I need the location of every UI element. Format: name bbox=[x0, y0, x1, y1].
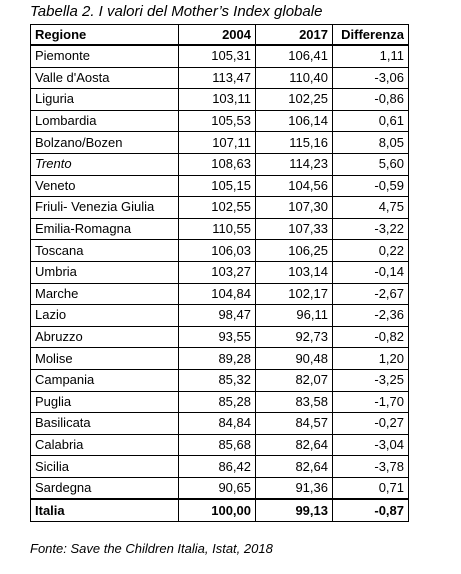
value-2017-cell: 102,17 bbox=[256, 283, 333, 305]
region-cell: Molise bbox=[31, 348, 179, 370]
region-cell: Emilia-Romagna bbox=[31, 218, 179, 240]
mothers-index-table bbox=[30, 24, 409, 522]
table-row bbox=[31, 45, 409, 67]
value-2004-cell: 105,53 bbox=[179, 110, 256, 132]
value-2017-cell: 96,11 bbox=[256, 305, 333, 327]
total-row bbox=[31, 499, 409, 521]
difference-cell: -0,59 bbox=[333, 175, 409, 197]
value-2004-cell: 85,28 bbox=[179, 391, 256, 413]
difference-cell: -1,70 bbox=[333, 391, 409, 413]
region-cell: Umbria bbox=[31, 261, 179, 283]
difference-cell: -2,67 bbox=[333, 283, 409, 305]
value-2017-cell: 102,25 bbox=[256, 89, 333, 111]
value-2017-cell: 82,07 bbox=[256, 369, 333, 391]
value-2004-cell: 110,55 bbox=[179, 218, 256, 240]
difference-cell: 1,11 bbox=[333, 45, 409, 67]
value-2017-cell: 82,64 bbox=[256, 456, 333, 478]
value-2017-cell: 92,73 bbox=[256, 326, 333, 348]
table-row bbox=[31, 326, 409, 348]
value-2004-cell: 108,63 bbox=[179, 153, 256, 175]
difference-cell: -3,06 bbox=[333, 67, 409, 89]
difference-cell: -3,78 bbox=[333, 456, 409, 478]
region-cell: Veneto bbox=[31, 175, 179, 197]
difference-cell: -3,25 bbox=[333, 369, 409, 391]
region-cell: Trento bbox=[31, 153, 179, 175]
source-note: Fonte: Save the Children Italia, Istat, 2018 bbox=[30, 541, 273, 556]
difference-cell: 0,71 bbox=[333, 477, 409, 499]
table-row bbox=[31, 153, 409, 175]
difference-cell: 0,61 bbox=[333, 110, 409, 132]
total-difference-cell: -0,87 bbox=[333, 499, 409, 521]
table-row bbox=[31, 175, 409, 197]
region-cell: Liguria bbox=[31, 89, 179, 111]
value-2004-cell: 105,15 bbox=[179, 175, 256, 197]
region-cell: Bolzano/Bozen bbox=[31, 132, 179, 154]
difference-cell: 8,05 bbox=[333, 132, 409, 154]
value-2017-cell: 107,33 bbox=[256, 218, 333, 240]
value-2004-cell: 103,11 bbox=[179, 89, 256, 111]
region-cell: Lombardia bbox=[31, 110, 179, 132]
region-cell: Sicilia bbox=[31, 456, 179, 478]
table-row bbox=[31, 456, 409, 478]
table-row bbox=[31, 261, 409, 283]
region-cell: Lazio bbox=[31, 305, 179, 327]
table-row bbox=[31, 413, 409, 435]
header-region: Regione bbox=[31, 25, 179, 46]
region-cell: Friuli- Venezia Giulia bbox=[31, 197, 179, 219]
value-2017-cell: 115,16 bbox=[256, 132, 333, 154]
value-2004-cell: 102,55 bbox=[179, 197, 256, 219]
table-header-row bbox=[31, 25, 409, 46]
table-row bbox=[31, 434, 409, 456]
region-cell: Valle d'Aosta bbox=[31, 67, 179, 89]
value-2017-cell: 106,14 bbox=[256, 110, 333, 132]
region-cell: Basilicata bbox=[31, 413, 179, 435]
total-2017-cell: 99,13 bbox=[256, 499, 333, 521]
table-body bbox=[31, 45, 409, 522]
value-2004-cell: 86,42 bbox=[179, 456, 256, 478]
region-cell: Abruzzo bbox=[31, 326, 179, 348]
value-2017-cell: 82,64 bbox=[256, 434, 333, 456]
value-2004-cell: 90,65 bbox=[179, 477, 256, 499]
region-cell: Puglia bbox=[31, 391, 179, 413]
region-cell: Piemonte bbox=[31, 45, 179, 67]
value-2004-cell: 98,47 bbox=[179, 305, 256, 327]
region-cell: Marche bbox=[31, 283, 179, 305]
value-2004-cell: 113,47 bbox=[179, 67, 256, 89]
difference-cell: 1,20 bbox=[333, 348, 409, 370]
table-row bbox=[31, 348, 409, 370]
value-2004-cell: 85,68 bbox=[179, 434, 256, 456]
table-row bbox=[31, 369, 409, 391]
difference-cell: -0,82 bbox=[333, 326, 409, 348]
table-row bbox=[31, 391, 409, 413]
table-row bbox=[31, 218, 409, 240]
table-row bbox=[31, 283, 409, 305]
region-cell: Calabria bbox=[31, 434, 179, 456]
difference-cell: -3,22 bbox=[333, 218, 409, 240]
value-2017-cell: 106,41 bbox=[256, 45, 333, 67]
value-2017-cell: 114,23 bbox=[256, 153, 333, 175]
region-cell: Campania bbox=[31, 369, 179, 391]
table-row bbox=[31, 67, 409, 89]
difference-cell: -3,04 bbox=[333, 434, 409, 456]
difference-cell: -2,36 bbox=[333, 305, 409, 327]
value-2004-cell: 105,31 bbox=[179, 45, 256, 67]
value-2017-cell: 103,14 bbox=[256, 261, 333, 283]
difference-cell: -0,86 bbox=[333, 89, 409, 111]
value-2004-cell: 103,27 bbox=[179, 261, 256, 283]
table-caption: Tabella 2. I valori del Mother’s Index globale bbox=[30, 3, 323, 20]
value-2017-cell: 91,36 bbox=[256, 477, 333, 499]
value-2004-cell: 93,55 bbox=[179, 326, 256, 348]
difference-cell: 4,75 bbox=[333, 197, 409, 219]
value-2004-cell: 106,03 bbox=[179, 240, 256, 262]
value-2017-cell: 83,58 bbox=[256, 391, 333, 413]
table-row bbox=[31, 240, 409, 262]
total-region-cell: Italia bbox=[31, 499, 179, 521]
difference-cell: -0,27 bbox=[333, 413, 409, 435]
table-row bbox=[31, 110, 409, 132]
difference-cell: 5,60 bbox=[333, 153, 409, 175]
value-2017-cell: 107,30 bbox=[256, 197, 333, 219]
value-2004-cell: 84,84 bbox=[179, 413, 256, 435]
region-cell: Toscana bbox=[31, 240, 179, 262]
table-row bbox=[31, 477, 409, 499]
table-row bbox=[31, 197, 409, 219]
value-2004-cell: 104,84 bbox=[179, 283, 256, 305]
header-difference: Differenza bbox=[333, 25, 409, 46]
table-row bbox=[31, 89, 409, 111]
value-2004-cell: 89,28 bbox=[179, 348, 256, 370]
header-2004: 2004 bbox=[179, 25, 256, 46]
value-2017-cell: 110,40 bbox=[256, 67, 333, 89]
value-2004-cell: 85,32 bbox=[179, 369, 256, 391]
value-2004-cell: 107,11 bbox=[179, 132, 256, 154]
value-2017-cell: 84,57 bbox=[256, 413, 333, 435]
region-cell: Sardegna bbox=[31, 477, 179, 499]
table-row bbox=[31, 305, 409, 327]
value-2017-cell: 106,25 bbox=[256, 240, 333, 262]
total-2004-cell: 100,00 bbox=[179, 499, 256, 521]
header-2017: 2017 bbox=[256, 25, 333, 46]
difference-cell: -0,14 bbox=[333, 261, 409, 283]
value-2017-cell: 104,56 bbox=[256, 175, 333, 197]
difference-cell: 0,22 bbox=[333, 240, 409, 262]
table-row bbox=[31, 132, 409, 154]
value-2017-cell: 90,48 bbox=[256, 348, 333, 370]
